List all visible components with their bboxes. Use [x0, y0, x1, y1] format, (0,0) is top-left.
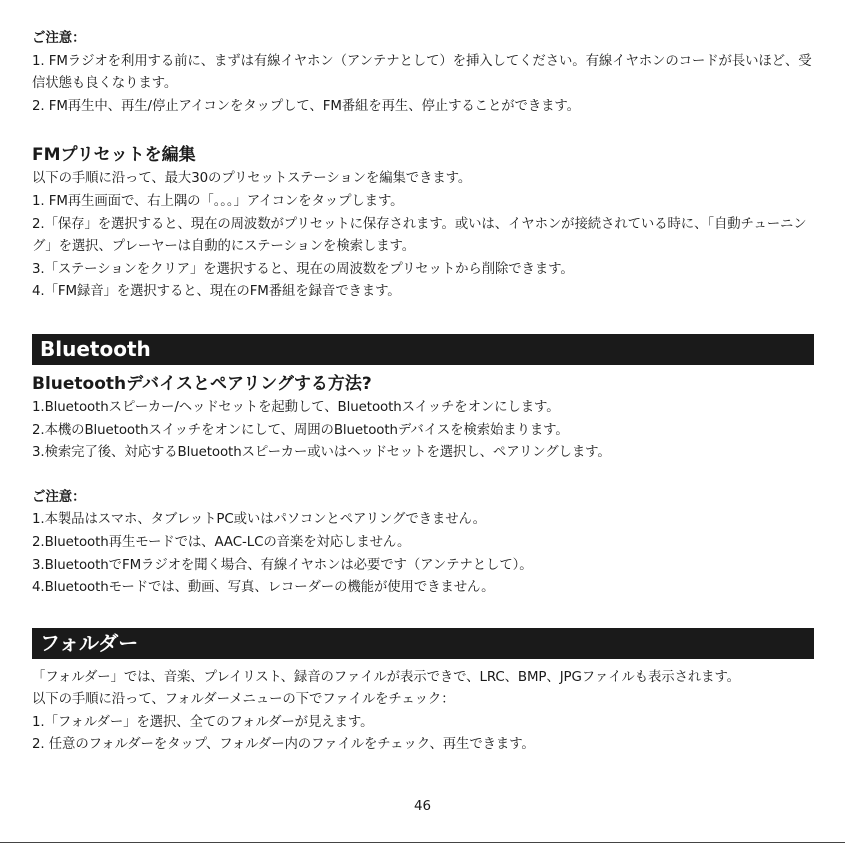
bluetooth-note-1: 1.本製品はスマホ、タブレットPC或いはパソコンとペアリングできません。	[32, 512, 486, 528]
folder-step-2: 2. 任意のフォルダーをタップ、フォルダー内のファイルをチェック、再生できます。	[32, 737, 535, 753]
manual-page	[32, 28, 814, 757]
fm-preset-heading: FMプリセットを編集	[32, 145, 196, 166]
fm-preset-intro: 以下の手順に沿って、最大30のプリセットステーションを編集できます。	[32, 171, 472, 187]
bluetooth-note-2: 2.Bluetooth再生モードでは、AAC-LCの音楽を対応しません。	[32, 534, 411, 550]
page-number: 46	[413, 799, 432, 814]
bluetooth-pairing-heading: Bluetoothデバイスとペアリングする方法?	[32, 373, 372, 394]
fm-notes-heading: ご注意：	[32, 31, 86, 46]
bluetooth-step-2: 2.本機のBluetoothスイッチをオンにして、周囲のBluetoothデバイスを検索始まります。	[32, 422, 569, 438]
bluetooth-note-4: 4.Bluetoothモードでは、動画、写真、レコーダーの機能が使用できません。	[32, 580, 495, 596]
bluetooth-note-3: 3.BluetoothでFMラジオを聞く場合、有線イヤホンは必要です（アンテナとして）。	[32, 557, 533, 573]
bluetooth-step-1: 1.Bluetoothスピーカー/ヘッドセットを起動して、Bluetoothスイッチをオンにします。	[32, 399, 560, 415]
folder-step-1: 1.「フォルダー」を選択、全てのフォルダーが見えます。	[32, 714, 374, 730]
bluetooth-notes-heading: ご注意：	[32, 489, 86, 505]
folder-instructions: 以下の手順に沿って、フォルダーメニューの下でファイルをチェック：	[32, 692, 455, 708]
fm-preset-step-1: 1. FM再生画面で、右上隅の「。。。」アイコンをタップします。	[32, 193, 404, 209]
bottom-rule	[0, 842, 845, 843]
fm-note-2: 2. FM再生中、再生/停止アイコンをタップして、FM番組を再生、停止することができます。	[32, 98, 580, 114]
fm-preset-step-3: 3.「ステーションをクリア」を選択すると、現在の周波数をプリセットから削除できます。	[32, 261, 574, 277]
folder-intro: 「フォルダー」では、音楽、プレイリスト、録音のファイルが表示できで、LRC、BMP、JPGファイルも表示されます。	[32, 669, 740, 685]
fm-note-1: 1. FMラジオを利用する前に、まずは有線イヤホン（アンテナとして）を挿入してください。有線イヤホンのコードが長いほど、受信状態も良くなります。	[32, 53, 812, 92]
bluetooth-section-title: Bluetooth	[32, 334, 814, 365]
fm-preset-step-4: 4.「FM録音」を選択すると、現在のFM番組を録音できます。	[32, 284, 401, 300]
folder-section-title: フォルダー	[32, 628, 814, 659]
fm-preset-step-2: 2.「保存」を選択すると、現在の周波数がプリセットに保存されます。或いは、イヤホンが接続されている時に、「自動チューニング」を選択、プレーヤーは自動的にステーションを検索します。	[32, 216, 807, 255]
bluetooth-step-3: 3.検索完了後、対応するBluetoothスピーカー或いはヘッドセットを選択し、ペアリングします。	[32, 445, 611, 461]
